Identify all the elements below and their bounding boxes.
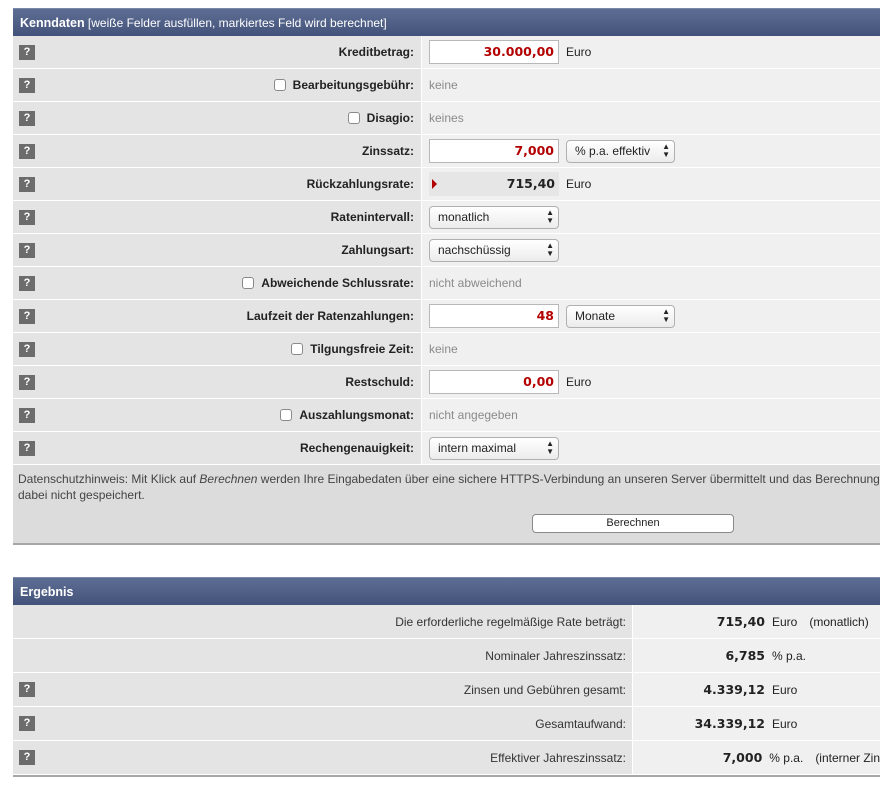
- result-value: 6,785: [725, 648, 765, 663]
- row-schlussrate: [13, 267, 880, 300]
- result-label: Die erforderliche regelmäßige Rate beträgt:: [395, 614, 626, 629]
- ergebnis-header: [13, 577, 880, 605]
- row-zinssatz: [13, 135, 880, 168]
- zahlungsart-value: nachschüssig: [438, 242, 511, 257]
- result-list: [13, 605, 880, 775]
- row-kreditbetrag: [13, 36, 880, 69]
- auszahlungsmonat-value: nicht angegeben: [429, 408, 518, 422]
- row-zahlungsart: [13, 234, 880, 267]
- schlussrate-checkbox[interactable]: [242, 277, 254, 289]
- kreditbetrag-label: Kreditbetrag:: [338, 45, 414, 59]
- kenndaten-subtitle: [weiße Felder ausfüllen, markiertes Feld wird berechnet]: [84, 16, 387, 30]
- row-rechengenauigkeit: [13, 432, 880, 465]
- row-auszahlungsmonat: [13, 399, 880, 432]
- kenndaten-header: [13, 8, 880, 36]
- kreditbetrag-unit: Euro: [566, 45, 592, 59]
- help-icon[interactable]: ?: [19, 45, 35, 60]
- result-label: Effektiver Jahreszinssatz:: [490, 750, 626, 765]
- restschuld-label: Restschuld:: [345, 375, 414, 389]
- row-disagio: [13, 102, 880, 135]
- result-row: [13, 639, 880, 673]
- result-row: [13, 673, 880, 707]
- help-icon[interactable]: ?: [19, 309, 35, 324]
- result-value: 4.339,12: [703, 682, 765, 697]
- privacy-note-line2: dabei nicht gespeichert.: [18, 488, 145, 502]
- result-value: 715,40: [716, 614, 765, 629]
- zinssatz-input[interactable]: 7,000: [429, 139, 559, 163]
- row-tilgungsfrei: [13, 333, 880, 366]
- help-icon[interactable]: ?: [19, 750, 35, 765]
- result-row: [13, 605, 880, 639]
- help-icon[interactable]: ?: [19, 682, 35, 697]
- privacy-note-emphasis: Berechnen: [199, 472, 258, 486]
- bearbeitungsgebuehr-checkbox[interactable]: [274, 79, 286, 91]
- result-unit: Euro: [772, 614, 798, 629]
- result-unit: % p.a.: [772, 648, 807, 663]
- row-bearbeitungsgebuehr: [13, 69, 880, 102]
- schlussrate-label: Abweichende Schlussrate:: [261, 276, 414, 290]
- updown-icon: ▲ ▼: [546, 240, 554, 258]
- tilgungsfrei-value: keine: [429, 342, 458, 356]
- result-row: [13, 741, 880, 775]
- result-unit: Euro: [772, 682, 798, 697]
- result-row: [13, 707, 880, 741]
- row-rueckzahlungsrate: [13, 168, 880, 201]
- schlussrate-value: nicht abweichend: [429, 276, 522, 290]
- zinssatz-label: Zinssatz:: [361, 144, 414, 158]
- updown-icon: ▲ ▼: [662, 141, 670, 159]
- berechnen-button[interactable]: Berechnen: [532, 514, 734, 533]
- ergebnis-panel: [13, 577, 880, 777]
- tilgungsfrei-label: Tilgungsfreie Zeit:: [310, 342, 414, 356]
- help-icon[interactable]: ?: [19, 111, 35, 126]
- laufzeit-unit-value: Monate: [575, 308, 616, 323]
- kenndaten-title: Kenndaten: [20, 16, 85, 30]
- result-label: Zinsen und Gebühren gesamt:: [463, 682, 626, 697]
- disagio-label: Disagio:: [366, 111, 414, 125]
- result-label: Gesamtaufwand:: [535, 716, 626, 731]
- laufzeit-unit-select[interactable]: [566, 305, 675, 328]
- kreditbetrag-input[interactable]: 30.000,00: [429, 40, 559, 64]
- help-icon[interactable]: ?: [19, 342, 35, 357]
- calculated-marker-icon: [432, 179, 437, 189]
- ergebnis-title: Ergebnis: [20, 585, 74, 599]
- rechengenauigkeit-value: intern maximal: [438, 440, 517, 455]
- divider: [13, 775, 880, 777]
- rechengenauigkeit-label: Rechengenauigkeit:: [299, 441, 414, 455]
- help-icon[interactable]: ?: [19, 177, 35, 192]
- result-unit: Euro: [772, 716, 798, 731]
- help-icon[interactable]: ?: [19, 210, 35, 225]
- disagio-checkbox[interactable]: [348, 112, 360, 124]
- zinssatz-type-select[interactable]: [566, 140, 675, 163]
- laufzeit-label: Laufzeit der Ratenzahlungen:: [246, 309, 414, 323]
- zahlungsart-label: Zahlungsart:: [341, 243, 414, 257]
- bearbeitungsgebuehr-value: keine: [429, 78, 458, 92]
- help-icon[interactable]: ?: [19, 243, 35, 258]
- bearbeitungsgebuehr-label: Bearbeitungsgebühr:: [292, 78, 414, 92]
- help-icon[interactable]: ?: [19, 276, 35, 291]
- help-icon[interactable]: ?: [19, 716, 35, 731]
- help-icon[interactable]: ?: [19, 144, 35, 159]
- row-restschuld: [13, 366, 880, 399]
- updown-icon: ▲ ▼: [662, 306, 670, 324]
- result-unit: % p.a.: [769, 750, 804, 765]
- updown-icon: ▲ ▼: [546, 207, 554, 225]
- row-rateninterval: [13, 201, 880, 234]
- zahlungsart-select[interactable]: [429, 239, 559, 262]
- auszahlungsmonat-label: Auszahlungsmonat:: [299, 408, 414, 422]
- result-value: 7,000: [722, 750, 763, 765]
- kenndaten-panel: [13, 8, 880, 545]
- rateninterval-label: Ratenintervall:: [330, 210, 414, 224]
- help-icon[interactable]: ?: [19, 375, 35, 390]
- help-icon[interactable]: ?: [19, 408, 35, 423]
- auszahlungsmonat-checkbox[interactable]: [280, 409, 292, 421]
- rueckzahlungsrate-calculated-field[interactable]: [429, 172, 559, 196]
- disagio-value: keines: [429, 111, 464, 125]
- rueckzahlungsrate-unit: Euro: [566, 177, 592, 191]
- rateninterval-value: monatlich: [438, 209, 490, 224]
- privacy-note: [13, 465, 880, 545]
- restschuld-unit: Euro: [566, 375, 592, 389]
- rueckzahlungsrate-label: Rückzahlungsrate:: [306, 177, 414, 191]
- tilgungsfrei-checkbox[interactable]: [291, 343, 303, 355]
- help-icon[interactable]: ?: [19, 78, 35, 93]
- row-laufzeit: [13, 300, 880, 333]
- zinssatz-type-value: % p.a. effektiv: [575, 143, 651, 158]
- result-label: Nominaler Jahreszinssatz:: [485, 648, 626, 663]
- result-value: 34.339,12: [694, 716, 765, 731]
- result-note: (monatlich): [809, 614, 869, 629]
- restschuld-input[interactable]: 0,00: [429, 370, 559, 394]
- rechengenauigkeit-select[interactable]: [429, 437, 559, 460]
- laufzeit-input[interactable]: 48: [429, 304, 559, 328]
- help-icon[interactable]: ?: [19, 441, 35, 456]
- privacy-note-line1: Datenschutzhinweis: Mit Klick auf Berechnen werden Ihre Eingabedaten über eine sichere HTTPS-Verbindung an unseren Server übermittelt und das Berechnung: [18, 472, 880, 486]
- result-note: (interner Zin: [815, 750, 880, 765]
- rueckzahlungsrate-value: 715,40: [506, 176, 555, 191]
- rateninterval-select[interactable]: [429, 206, 559, 229]
- updown-icon: ▲ ▼: [546, 438, 554, 456]
